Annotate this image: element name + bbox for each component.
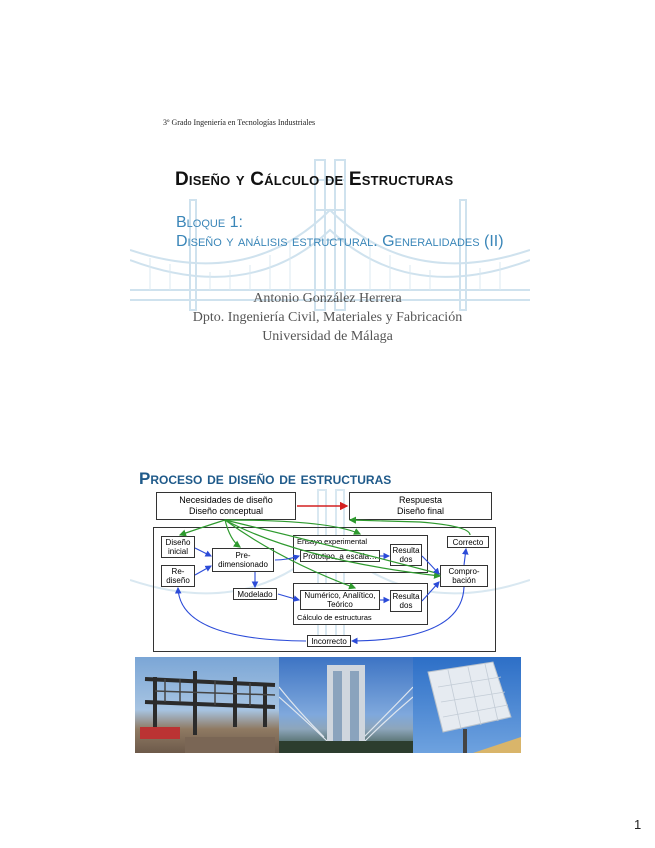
needs-box (156, 492, 296, 520)
numerico-box (300, 590, 380, 610)
solar-panel-photo (413, 657, 521, 753)
correcto-label: Correcto (452, 537, 484, 547)
resultados1-1: Resulta (392, 546, 420, 555)
ensayo-label: Ensayo experimental (297, 537, 368, 546)
calculo-label: Cálculo de estructuras (297, 613, 372, 622)
diseno-inicial-box (161, 536, 195, 558)
presentation-title: Diseño y Cálculo de Estructuras (175, 169, 454, 190)
answer-box (349, 492, 492, 520)
bloque-label: Bloque 1: (176, 214, 243, 231)
author-name: Antonio González Herrera (253, 291, 402, 306)
course-label: 3º Grado Ingeniería en Tecnologías Industriales (163, 118, 316, 127)
answer-line-1: Respuesta (398, 495, 443, 505)
rediseno-1: Re- (171, 567, 185, 576)
rediseno-2: diseño (166, 576, 190, 585)
answer-line-2: Diseño final (396, 506, 445, 516)
modelado-label: Modelado (237, 589, 273, 599)
steel-frame-photo (135, 657, 279, 753)
predim-2: dimensionado (218, 560, 268, 569)
bridge-drawing (279, 657, 413, 753)
resultados1-2: dos (399, 555, 413, 564)
incorrecto-box (307, 635, 351, 647)
correcto-box (447, 536, 489, 548)
page-number: 1 (634, 817, 642, 832)
resultados2-1: Resulta (392, 592, 420, 601)
resultados1-box (390, 544, 422, 566)
resultados2-2: dos (399, 601, 413, 610)
rediseno-box (161, 565, 195, 587)
solar-panel-drawing (413, 657, 521, 753)
university-name: Universidad de Málaga (262, 329, 393, 344)
modelado-box (233, 588, 277, 600)
needs-line-2: Diseño conceptual (188, 506, 264, 516)
predim-1: Pre- (235, 551, 251, 560)
diseno-inicial-2: inicial (167, 547, 188, 556)
prototipo-label: Prototipo, a escala… (302, 551, 378, 561)
comprobacion-2: bación (452, 576, 476, 585)
bridge-photo (279, 657, 413, 753)
comprobacion-box (440, 565, 488, 587)
resultados2-box (390, 590, 422, 612)
numerico-2: Teórico (327, 600, 353, 609)
presentation-subtitle: Diseño y análisis estructural. Generalidades (II) (176, 233, 504, 250)
comprobacion-1: Compro- (448, 567, 480, 576)
prototipo-box (300, 550, 380, 562)
predimensionado-box (212, 548, 274, 572)
slide-title: Proceso de diseño de estructuras (139, 469, 392, 488)
incorrecto-label: Incorrecto (311, 636, 347, 646)
numerico-1: Numérico, Analítico, (304, 591, 376, 600)
steel-frame-drawing (135, 657, 279, 753)
department-name: Dpto. Ingeniería Civil, Materiales y Fabricación (192, 310, 463, 325)
diseno-inicial-1: Diseño (165, 538, 191, 547)
needs-line-1: Necesidades de diseño (179, 495, 273, 505)
